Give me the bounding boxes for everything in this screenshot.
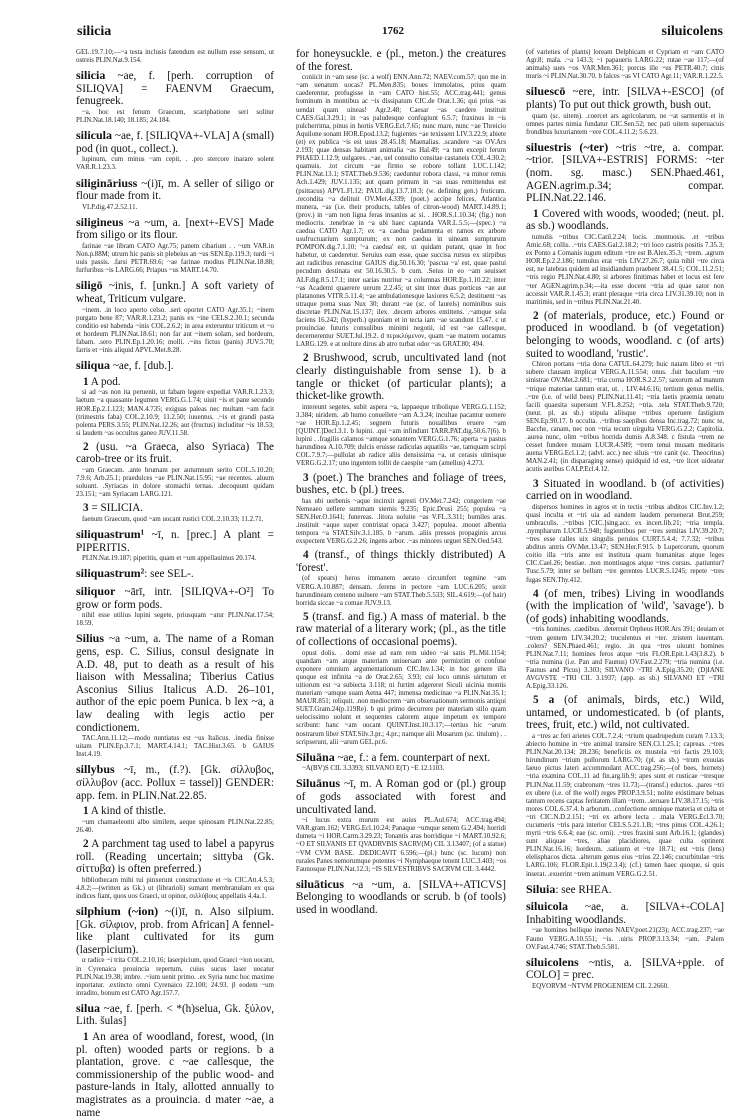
sense-number: 3 bbox=[83, 502, 89, 515]
citation-text: ~A(BV)S CIL 3.3393; SILVANO E(T) ~E 12.1103. bbox=[302, 765, 445, 773]
column-left bbox=[76, 48, 274, 1119]
running-head-left: silicia bbox=[77, 24, 112, 39]
definition-text: ~ārī, intr. [SILIQVA+-O²] To grow or form pods. bbox=[76, 586, 274, 611]
sense-definition bbox=[76, 805, 274, 818]
definition-text: ~ere, intr. [SILVA+-ESCO] (of plants) To put out thick growth, bush out. bbox=[526, 86, 724, 111]
citation-text: TAC.Ann.11.12;—modo nuntiatus est ~us Italicus. .inedia finisse uitam PLIN.Ep.3.7.1; MART.4.14.1; TAC.Hist.3.65. b GAIUS Inst.4.19. bbox=[76, 735, 274, 759]
definition-text: A parchment tag used to label a papyrus roll. (Reading uncertain; sittyba (Gk. σίττυβα) is often preferred.) bbox=[76, 837, 274, 876]
sense-number: 2 bbox=[533, 309, 539, 322]
definition-text: Brushwood, scrub, uncultivated land (not clearly distinguishable from sense 1). b a tangle or thicket (of particular plants); a thicket-like growth. bbox=[296, 352, 506, 403]
citation-text: Chiron portans ~tria dona CATUL.64.279; huic natam libro et ~tri subere clausam implicat VERG.A.11.554; onus. .fuit baculum ~tre sinistrae OV.Met.2.681; ~tria corna HOR.S.2.2.57; saxorum ad manum ~trique materiae tantum erat, ut. . LIV.44.6.16; tertium genus mellis. .~tre (i.e. of wild bees) PLIN.Nat.11.41; ~tria laetis praemia uenatu facili quaesita supersunt V.FL.8.252; ~tria. .tela STAT.Theb.9.720; (neut. pl. as sb.) stipula aliisque ~tribus operuere fastigium SEN.Ep.90.17. b occulta. .~tribus saepibus densa Inc.trag.72; nunc te, Bacche, canam, nec non ~tria tecum uirgulta VERG.G.2.2; Capitolia. .aurea nunc, olim ~tribus horrida dumis A.8.348. c fistula ~trem ne cesset fundere musam LUCR.4.589; ~trem tenui musam meditaris auena VERG.Ecl.1.2; (advl. acc.) nec siluis ~tre canit (sc. Theocritus) MAN.2.41; (in disparaging sense) quidquid id est, ~tre licet uideatur acutis auribus CALP.Ecl.4.12. bbox=[526, 361, 724, 474]
entry-headword: siliquastrum¹ bbox=[76, 527, 145, 542]
entry-headword: siligināriuss bbox=[76, 175, 138, 190]
definition-text: (transf., of things thickly distributed) A 'forest'. bbox=[296, 549, 506, 574]
entry-headword: siluicola bbox=[526, 899, 569, 914]
citation-text: lupinum, cum minus ~am cepit, . .pro stercore inarare solent VAR.R.1.23.3. bbox=[76, 156, 274, 172]
entry-headword: silicia bbox=[76, 68, 106, 83]
citation-text: α radice ~i trita COL.2.10.16; laserpicium, quod Graeci ~ion uocant, in Cyrenaica prouincia repertum, cuius sucus laser uocatur PLIN.Nat.19.38; imbre. .~ium uenit primo. .ex Syria nunc hoc maxime inportatur. .extincto omni Cyrenaico 22.100; 24.93. β eodem ~um inradito, bonum est CATO Agr.157.7. bbox=[76, 957, 274, 997]
running-head-right: siluicolens bbox=[661, 24, 723, 39]
definition-text: ~ī, m., (f.?). [Gk. σίλλυβος, σίλλυβον (acc. Pollux = tassel)] GENDER: app. fem. in PLIN.Nat.22.85. bbox=[76, 764, 274, 802]
definition-text: ~ntis, a. [SILVA+pple. of COLO] = prec. bbox=[526, 956, 724, 982]
citation-text: has ubi uerbenis ~aque incinxit agresti OV.Met.7.242; congeriem ~ae Nemeaeo uellere summam sternis 9.235; Epic.Drusi 255; populea ~a SEN.Her.O.1641; funereas. .litora uoluite ~as V.FL.3.311; humiles aras. .instituit ~aque super contristat opaca 3.427; populea. .mouet albentia tempora ~a STAT.Silv.3.1.185. b ~arum. .aliis pressos propaginis arcus exspectent VERG.G.2.26; ingens arbor. .~as minores urguet SEN.Oed.543. bbox=[296, 497, 506, 546]
dictionary-entry bbox=[76, 69, 274, 108]
citation-text: ~inem. .in loco aperto celso. .seri oportet CATO Agr.35.1; ~inem purgato bene 87; VAR.R.1.23.2; panis ex ~ine CELS.2.30.1; secunda conditio est habenda ~inis COL.2.6.2; in area exteruntur triticum et ~o et hordeum PLIN.Nat.18.61; non far aut ~inem solam, sed hordeum, fabam. .sero PLIN.Ep.1.20.16; molli. .~ins fictus (panis) JUV.5.70; farris et ~inis aliquid APVL.Met.8.28. bbox=[76, 306, 274, 355]
sense-definition bbox=[76, 1031, 274, 1119]
sense-number: 1 bbox=[83, 375, 89, 388]
entry-headword: siluescō bbox=[526, 84, 566, 99]
entry-headword: sillybus bbox=[76, 762, 115, 777]
sense-definition bbox=[526, 588, 724, 626]
definition-text: A kind of thistle. bbox=[88, 805, 166, 818]
entry-headword: siliquor bbox=[76, 584, 116, 598]
citation-text: ~um chamaeleonti albo similem, aeque spinosam PLIN.Nat.22.85; 26.40. bbox=[76, 818, 274, 834]
citation-text: coniicit in ~am sese (sc. a wolf) ENN.Ann.72; NAEV.com.57; quo me in ~am uenatum uocas? PL.Men.835; boues immolatos, prius quam caederentur, profugisse in ~am CATO hist.55; ACC.trag.441; genus hominum in montibus ac ~is dissipatum CIC.de Orat.1.36; qui prius ~as uendat quam uineas! Agr.2.48; Caesar ~as caedere instituit CAES.Gal.3.29.1; in ~as paludesque confugiunt 6.5.7; fraxinus in ~is pulcherrima, pinus in hortis VERG.Ecl.7.65; nunc mare, nunc ~ae Threicio Aquilone sonant HOR.Epod.13.2; fugientes ~ae texissent LIV.3.22.9; abiete (et) ex publica ~is est usus 28.45.18; Maenalias. .scandere ~as OV.Ars 2.193; quae densas habitant animalia ~as Hal.49; ~a tum excepit ferum PHAED.1.12.9; uulgares. .~ae, uel consulto consitae castaneis COL.4.30.2; quamuis. .tot circum ~ae firmo se robore tollant LUC.1.142; PLIN.Nat.13.1; STAT.Theb.9.536; caeduntur robora classi, ~a minor remis Ach.1.429; JUV.1.135; aut quam primum in ~as suas remittendus est (psittacus) APVL.Fl.12; PAUL.dig.13.7.18.3; (w. defining gen.) fruticum. .recondita ~a delituit OV.Met.4.339; (poet.) accipe felices, Atlantica munera, ~as (i.e. their products, tables of citron-wood) MART.14.89.1; (prov.) in ~am non ligna feras insanius ac si. . HOR.S.1.10.34; (fig.) non mediocris. .tenebrae in ~a ubi haec captanda VAR.L.5.5;—(spec.) ~a caedua CATO Agr.1.7; ex ~a caedua pedamenta et ramos ex arbore usufructuarium sumpturum; ex non caedua in uineam sumpturum POMPON.dig.7.1.10; '~a caedua' est, ut quidam putant, quae in hoc habetur, ut caederetur. Seruius eam esse, quae succisa rursus ex stirpibus aut radicibus renascitur GAIUS dig.50.16.30; 'pascua ~a' est, quae pastui pecudum destinata est 50.16.30.5. b cum. .Seius in eo ~am seuisset ALF.dig.8.5.17.1; inter uarias nutritur ~a columnas HOR.Ep.1.10.22; inter ~as Academi quaerere uerum 2.2.45; ut sint inter duas porticus ~ae aut platanones VITR.5.11.4; ~ae ambulationesque laxiores 6.5.2; destituent ~as utraque poma suas Nux 30; durant ~ae (sc. of laurels) nominibus suis discretae PLIN.Nat.15.137; ilex. .decem arbores emittens. .~amque sola faciens 16.242; (hyperb.) quoniam et in tecta iam ~ae scandunt 15.47. c ut prouinciae futuris consulibus minimi negotii, id est ~ae callesque, decernerentur SUET.Jul.19.2. d περικλύμενον, quam ~ae matrem uocamus LARG.129. e at uolture dirus ab atro turbat odor ~as GRAT.80; 494. bbox=[296, 74, 506, 349]
citation-text: PLIN.Nat.19.187; piperitis, quam et ~um appellauimus 20.174. bbox=[82, 555, 257, 563]
definition-text: ~ae, f. [perh. corruption of SILIQVA] = FAENVM Graecum, fenugreek. bbox=[76, 70, 274, 108]
definition-text: ~ae, a. [SILVA+-COLA] Inhabiting woodlands. bbox=[526, 901, 724, 926]
citation-text: farinae ~ae libram CATO Agr.75; panem cibarium . . ~um VAR.in Non.p.88M; utrum hic panis sit plebeius an ~us SEN.Ep.119.3; turdi ~i uuis passis. .farsi PETR.69.6; ~ae farinae modius PLIN.Nat.18.88; furfuribus ~is LARG.66; Priapus ~us MART.14.70. bbox=[76, 243, 274, 275]
definition-text: ~a ~um, a. [SILVA+-ATICVS] Belonging to woodlands or scrub. b (of tools) used in woodland. bbox=[296, 878, 506, 917]
citation-text: GEL.19.7.10;—~a testa inclusis fatendum est nullum esse sensum, ut ostreis PLIN.Nat.9.154. bbox=[76, 49, 274, 65]
definition-text: ~ae, f. [SILIQVA+-VLA] A (small) pod (in quot., collect.). bbox=[76, 130, 274, 155]
definition-text: (transf. and fig.) A mass of material. b the raw material of a literary work; (pl., as the title of collections of occasional poems). bbox=[296, 610, 506, 648]
sense-definition bbox=[526, 694, 724, 732]
definition-text: ~ae, f. [dub.]. bbox=[110, 360, 174, 373]
sense-definition bbox=[76, 502, 274, 515]
dictionary-entry bbox=[76, 632, 274, 734]
definition-text: for honeysuckle. e (pl., meton.) the creatures of the forest. bbox=[296, 48, 506, 73]
definition-text: ~(i)ī, m. A seller of siligo or flour made from it. bbox=[76, 177, 274, 203]
dictionary-entry bbox=[76, 359, 274, 373]
dictionary-entry bbox=[526, 85, 724, 111]
definition-text: Situated in woodland. b (of activities) carried on in woodland. bbox=[526, 477, 724, 503]
entry-headword: siligō bbox=[76, 278, 103, 293]
sense-number: 4 bbox=[533, 587, 539, 600]
definition-text: ~ī, m. A Roman god or (pl.) group of gods associated with forest and uncultivated land. bbox=[296, 778, 506, 816]
entry-headword: siligineus bbox=[76, 214, 124, 229]
definition-text bbox=[296, 48, 506, 73]
dictionary-entry bbox=[76, 177, 274, 203]
definition-text: = SILICIA. bbox=[88, 502, 144, 515]
citation-text: ~ae homines bellique inertes NAEV.poet.21(23); ACC.trag.237; ~ae Fauno VERG.A.10.551; ~is. .uiris PROP.3.13.34; ~am. .Palem OV.Fast.4.746; STAT.Theb.5.581. bbox=[526, 927, 724, 951]
definition-text: ~a ~um, a. [next+-EVS] Made from siligo or its flour. bbox=[76, 216, 274, 242]
citation-text: ~a, hoc est fenum Graecum, scariphatione seri solitur PLIN.Nat.18.140; 18.185; 24.184. bbox=[76, 108, 274, 125]
definition-text: An area of woodland, forest, wood, (in pl. often) wooded parts or regions. b a plantation, grove. c ~ae callesque, the commissionership of the public wood- and pasture-lands in Italy, allotted annually to magistrates as a prouincia. d mater ~ae, a name bbox=[76, 1031, 274, 1119]
dictionary-entry bbox=[76, 1002, 274, 1028]
sense-number: 2 bbox=[303, 352, 309, 365]
dictionary-entry bbox=[76, 279, 274, 305]
entry-headword: siliquastrum² bbox=[76, 566, 145, 581]
sense-number: 5 bbox=[303, 610, 309, 623]
citation-text: bibliothecam mihi tui pinxerunt constructione et ~is CIC.Att.4.5.3; 4.8.2;—(written as Gk.) ut (librarioli) sumant membranulam ex qua indices fiant, quos uos Graeci, ut opinor, σιλλύβους appellatis 4.4a.1. bbox=[76, 876, 274, 900]
sense-number: 1 bbox=[533, 207, 539, 220]
citation-text: VLP.dig.47.2.52.11. bbox=[82, 203, 138, 211]
entry-headword: silphium (~ion) bbox=[76, 904, 159, 919]
column-middle bbox=[296, 48, 506, 917]
dictionary-entry bbox=[526, 883, 724, 897]
entry-headword: Siluia bbox=[526, 881, 556, 896]
citation-text: ~i lucus extra murum est auius PL.Aul.674; ACC.trag.494; VAR.gram.162; VERG.Ecl.10.24; Panaque ~umque senem G.2.494; horridi dumeta ~i HOR.Carm.3.29.23; Tonantis aras horridique ~i MART.10.92.6; ~O ET SILVANIS ET QVADRVBIS SACRV(M) CIL 3.13407; (of a statue) ~VM CVM BASE. .DEDICAVIT 6.596;—(pl.) hunc (sc. lucum) non rurales Panes nemorumque potentes ~i Nymphaeque tenent LUC.3.403; ~os Faunosque PLIN.Nat.12.3; ~IS SILVESTRIBVS SACRVM CIL 3.4442. bbox=[296, 817, 506, 873]
citation-text: faenum Graecum, quod ~am uocant rustici COL.2.10.33; 11.2.71. bbox=[82, 516, 264, 524]
citation-text: EQVORVM ~NTVM PROGENIEM CIL 2.2660. bbox=[532, 982, 669, 990]
definition-text: (of materials, produce, etc.) Found or produced in woodland. b (of vegetation) belonging to woods, woodland. c (of arts) suited to woodland, 'rustic'. bbox=[526, 309, 724, 360]
dictionary-entry bbox=[526, 141, 724, 205]
citation-text: ~am Graecam. .ante brumam per autumnum serito COL.5.10.20; 7.9.6; Arb.25.1; praedulces ~ae PLIN.Nat.15.95; ~ae recentes. .aluum soluunt. .Syriacas in dolore stomachi ternas. .decoquunt quidam 23.151; ~am Syriacam LARG.121. bbox=[76, 467, 274, 499]
dictionary-entry bbox=[296, 777, 506, 816]
entry-headword: siliqua bbox=[76, 358, 111, 373]
dictionary-entry bbox=[526, 956, 724, 982]
dictionary-entry bbox=[76, 905, 274, 956]
sense-definition bbox=[296, 549, 506, 574]
dictionary-entry bbox=[76, 129, 274, 155]
dictionary-entry bbox=[76, 585, 274, 611]
citation-text: opust dolis. . domi esse ad eam rem uideo ~ai satis PL.Mil.1154; quandam ~am atque materiam uniuersam ante permixtim et confuse exponere omnium argumentationum CIC.Inv.1.34; in hoc genere illa quoque est infinita ~a de Orat.2.65; 3.93; cui loco omnis uirtutum et uitiorum est ~a subiecta 3.118; ni furtim adgereret Siculi uicinia montis materiam ~amque suam Aetna 447; inmensa medicinae ~a PLIN.Nat.35.1; MAUR.851; reliquit. .non mediocrem ~am obseruationum sermonis antiqui SUET.Gram.24(p.119Re). b qui primo decurrere per materiam stilo quam uelocissimo uolunt et sequentes calorem atque impetum ex tempore scribunt: hanc ~am uocant QUINT.Inst.10.3.17;—tertius hic ~arum nostrarum liber STAT.Silv.3.pr.; 4.pr.; namque alii Musarum (sc. titulum) . . scripserunt, alii ~arum GEL.pr.6. bbox=[296, 649, 506, 746]
definition-text: ~ae, f.: a fem. counterpart of next. bbox=[334, 751, 491, 764]
entry-headword: Silius bbox=[76, 631, 105, 646]
citation-text: si ad ~as non ita peruenit, ut fabam legere expediat VAR.R.1.23.3; laetum ~a quassante legumen VERG.G.1.74; uiuit ~is et pane secundo HOR.Ep.2.1.123; MAN.4.735; exiguas paleas nec multam ~am facit (trimestris faba) COL.2.10.9; 11.2.50; iuuentus. .~is et grandi pasta polenta PERS.3.55; PLIN.Nat.12.26; aut (fructus) includitur ~is 18.53; si laudem ~as occultus ganeo JUV.11.58. bbox=[76, 389, 274, 437]
definition-text: Covered with woods, wooded; (neut. pl. as sb.) woodlands. bbox=[526, 207, 724, 233]
dictionary-entry bbox=[296, 751, 506, 765]
definition-text: : see RHEA. bbox=[555, 883, 612, 896]
entry-headword: silicula bbox=[76, 128, 113, 143]
dictionary-entry bbox=[76, 216, 274, 242]
definition-text: ~ae, f. [perh. < *(h)selua, Gk. ξύλον, Lith. šulas] bbox=[76, 1002, 274, 1028]
definition-text: ~(i)ī, n. Also silpium. [Gk. σίλφιον, prob. from African] A fennel-like plant cultivated for its gum (laserpicium). bbox=[76, 906, 274, 956]
citation-text: a ~tres ac feri arietes COL.7.2.4; ~trium quadrupedum curam 7.13.3; abiecto homine in ~tre animal transire SEN.Cl.1.25.1; capreas. .~tres PLIN.Nat.20.134; 28.236; beneficiis ex mustela ~tri factis 29.103; hirundinum ~trium pullorum LARG.70; (pl. as sb.) ~trum exuuias laeuo pictus lateri accommodant ACC.trag.256;—(of bees, hornets) ~tria examina COL.11 ad fin.arg.lib.9; apes sunt et rusticae ~tresque PLIN.Nat.11.59; crabronum ~tres 11.73;—(transf.) eductos. .pares ~tri ex ubere (i.e. of the wolf) reges PROP.3.9.51; nolite existimare beluas tantum recens captas feritatem illam ~trem. .seruare LIV.38.17.15; ~tris mores COL.6.37.4. b arborum. .confectione omnique materia et culta et ~tri CIC.N.D.2.151; ~tri ex arbore lecta . .mala VERG.Ecl.3.70; cucumeris ~tris para interior CELS.5.21.1.B; ~tres pinus COL.4.26.1; myrti ~tris 6.6.4; eae (sc. orni). .~tres fraxini sunt Arb.16.1; (glandes) sunt aliquae ~tres, aliae placidiores, quae culta optinent PLIN.Nat.16.16; hordeum. .satiuum et ~tre 18.71; est ~tris (lens) elelisphacos dicta. .alterum genus eius ~trius 22.146; cucurbitulae ~tris LARG.106; FLOR.Epit.1.19(2.3.4); (cf.) tamen haec quoque, si quis inserat. .exuerint ~trem animum VERG.G.2.51. bbox=[526, 732, 724, 878]
citation-text: nihil esse utilius lupini segete, priusquam ~atur PLIN.Nat.17.54; 18.59. bbox=[76, 612, 274, 628]
entry-headword: siluicolens bbox=[526, 954, 579, 969]
sense-number: 5 a bbox=[533, 694, 555, 707]
definition-text: ~a ~um, a. The name of a Roman gens, esp. C. Silius, consul designate in A.D. 48, put to death as a result of his liaison with Messalina; Tiberius Catius Asconius Silius Italicus A.D. 26–101, author of the epic poem Punica. b lex ~a, a law dealing with legis actio per condictionem. bbox=[76, 633, 274, 734]
citation-text: (of varieties of plants) loream Delphicam et Cypriam et ~am CATO Agr.8; mala. .~a 143.3; ~i papaueris LARG.22; rutae ~ae 117;—(of animals) sues ~os VAR.Men.361; porcus ille ~us PETR.40.7; cinis muris ~i PLIN.Nat.30.70. b falces ~as VI CATO Agr.11; VAR.R.1.22.5. bbox=[526, 49, 724, 81]
definition-text: ~tris ~tre, a. compar. ~trior. [SILVA+-ESTRIS] FORMS: ~ter (nom. sg. masc.) SEN.Phaed.461, AGEN.agrim.p.34; compar. PLIN.Nat.22.146. bbox=[526, 141, 724, 205]
definition-text: (usu. ~a Graeca, also Syriaca) The carob-tree or its fruit. bbox=[76, 440, 274, 466]
sense-number: 1 bbox=[83, 1031, 89, 1044]
sense-definition bbox=[296, 352, 506, 402]
sense-number: 3 bbox=[303, 471, 309, 484]
citation-text: dispersos homines in agros et in tectis ~tribus abditos CIC.Inv.1.2; quasi inculta et ~tri uia ad eandem laudem peruenerat Brut.259; umbraculis. .~tribus [CIC.]sing.acc. ex incert.lib.21; ~tria templa. .nympharum LUCR.5.948; fugientibus per ~tres semitas LIV.39.20.7; ~tres esse calles uix singulis peruios CURT.5.4.4; 7.7.32; ~tribus abditus antris OV.Met.13.47; SEN.Her.F.915. b Lupercorum, quorum coitio illa ~tris ante est instituta quam humanitas atque leges CIC.Cael.26; bestiae. .non montiuagos atque ~tres cursus. .patiuntur? Tusc.5.79; inter se bellum ~tre gerentes LUCR.5.1245; repete ~tres fugas SEN.Thy.412. bbox=[526, 503, 724, 584]
dictionary-entry bbox=[296, 878, 506, 917]
definition-text: A pod. bbox=[88, 375, 121, 388]
sense-definition bbox=[296, 611, 506, 649]
dictionary-entry bbox=[76, 763, 274, 802]
entry-headword: siluestris (~ter) bbox=[526, 139, 609, 154]
sense-definition bbox=[526, 478, 724, 503]
entry-headword: Siluāna bbox=[296, 749, 335, 764]
entry-headword: Siluānus bbox=[296, 776, 341, 791]
column-right bbox=[526, 48, 724, 991]
sense-number: 2 bbox=[83, 440, 89, 453]
entry-headword: silua bbox=[76, 1000, 101, 1015]
definition-text: : see SEL-. bbox=[144, 568, 194, 581]
citation-text: ~tris homines. .caedibus. .deterruit Orpheus HOR.Ars 391; deuiam et ~trem gentem LIV.34.20.2; truculentus et ~ter. .tristem iuuentam. .colers? SEN.Phaed.461; regio. .in qua ~tres uiuunt homines PLIN.Nat.7.11; homines feros atque ~tris FLOR.Epit.1.43(3.8.2). b ~tria numina (i.e. Pan and Faunus) OV.Fast.2.279; ~tria numina (i.e. Faunus and Picus) 3.303; SILVANO ~TRI A.Epig.35.20; (D)IANE AVGVSTE ~TRI CIL 3.1937; (app. as sb.) SILVANO ET ~TRI A.Epig.33.126. bbox=[526, 626, 724, 691]
sense-definition bbox=[76, 376, 274, 389]
citation-text: (of spears) heros immanem aerato circumfert tegmine ~am VERG.A.10.887; densam. .ferens in pectore ~am LUC.6.205; uexit harundineam centeno uulnere ~am STAT.Theb.5.533; SIL.4.619;—(of hair) horrida siccae ~a comae JUV.9.13. bbox=[296, 575, 506, 607]
citation-text: intereunt segetes, subit aspera ~a, lappaeque tribolique VERG.G.1.152; 3.384; uiridem. .ab humo conuellere ~am A.3.24; incultae pacantur uomere ~ae HOR.Ep.1.2.45; segnem futuris nouallibus eruere ~am [QUINT.]Decl.3.1. b lupini. .qui ~am infindunt TARR.PAT.dig.50.6.7(6). b lupini . .fragilis calamos ~amque sonantem VERG.G.1.76; aperta ~a pastus harundinea A.10.709; dulcis eruisse radiculas aquatilis ~ae, tamquam scirpi COL.7.9.7;—pullulat ab radice aliis densissima ~a, ut cerasis ulmisque VERG.G.2.17; uno ingentem tollit de caespite ~am (amellus) 4.273. bbox=[296, 403, 506, 468]
definition-text: ~ī, n. [prec.] A plant = PIPERITIS. bbox=[76, 529, 274, 554]
entry-headword: siluāticus bbox=[296, 876, 345, 891]
citation-text: tumulis ~tribus CIC.Catil.2.24; locis. .montuosis. .et ~tribus Amic.68; collis. .~tris CAES.Gal.2.18.2; ~tri loco castris positis 7.35.3; ex Ponto a Comanis iugum editum ~tre est B.Alex.35.3; ~trem. .agrum HOR.Ep.2.2.186; tumulus erat ~tris LIV.27.26.7; quia nihil ~tre circa est, ne latebras quidem ad insidiandum praebent 38.41.5; COL.11.2.51; ~tris regio PLIN.Nat.4.80; si arbores finitimas habet et locus est fere ~ter AGEN.agrim.p.34;—ita esse docent ~tria ad quae sator non accessit VAR.R.1.45.3; erant pleraque ~tria circa LIV.31.39.10; non in maritimis, sed in ~tribus PLIN.Nat.21.40. bbox=[526, 234, 724, 306]
definition-text: (of men, tribes) Living in woodlands (with the implication of 'wild', 'savage'). b (of gods) inhabiting woodlands. bbox=[526, 587, 724, 625]
page-number: 1762 bbox=[382, 25, 404, 37]
sense-definition bbox=[526, 208, 724, 233]
sense-number: 2 bbox=[83, 837, 89, 850]
sense-definition bbox=[76, 838, 274, 876]
sense-definition bbox=[296, 472, 506, 497]
sense-number: 3 bbox=[533, 477, 539, 490]
dictionary-entry bbox=[76, 567, 274, 581]
sense-number: 1 bbox=[83, 805, 89, 818]
citation-text: quam (sc. uitem). .coercet ars agricolarum, ne ~at sarmentis et in omnes partes nimia fundatur CIC.Sen.52; nec pati uitem superuacuis frondibus luxuriantem ~ere COL.4.11.2; 5.6.23. bbox=[526, 112, 724, 136]
sense-definition bbox=[76, 441, 274, 466]
sense-number: 4 bbox=[303, 549, 309, 562]
dictionary-entry bbox=[76, 528, 274, 554]
definition-text: (poet.) The branches and foliage of trees, bushes, etc. b (pl.) trees. bbox=[296, 471, 506, 497]
definition-text: (of animals, birds, etc.) Wild, untamed, or undomesticated. b (of plants, trees, fruit, etc.) wild, not cultivated. bbox=[526, 694, 725, 732]
sense-definition bbox=[526, 310, 724, 360]
dictionary-entry bbox=[526, 900, 724, 926]
definition-text: ~inis, f. [unkn.] A soft variety of wheat, Triticum vulgare. bbox=[76, 280, 274, 305]
